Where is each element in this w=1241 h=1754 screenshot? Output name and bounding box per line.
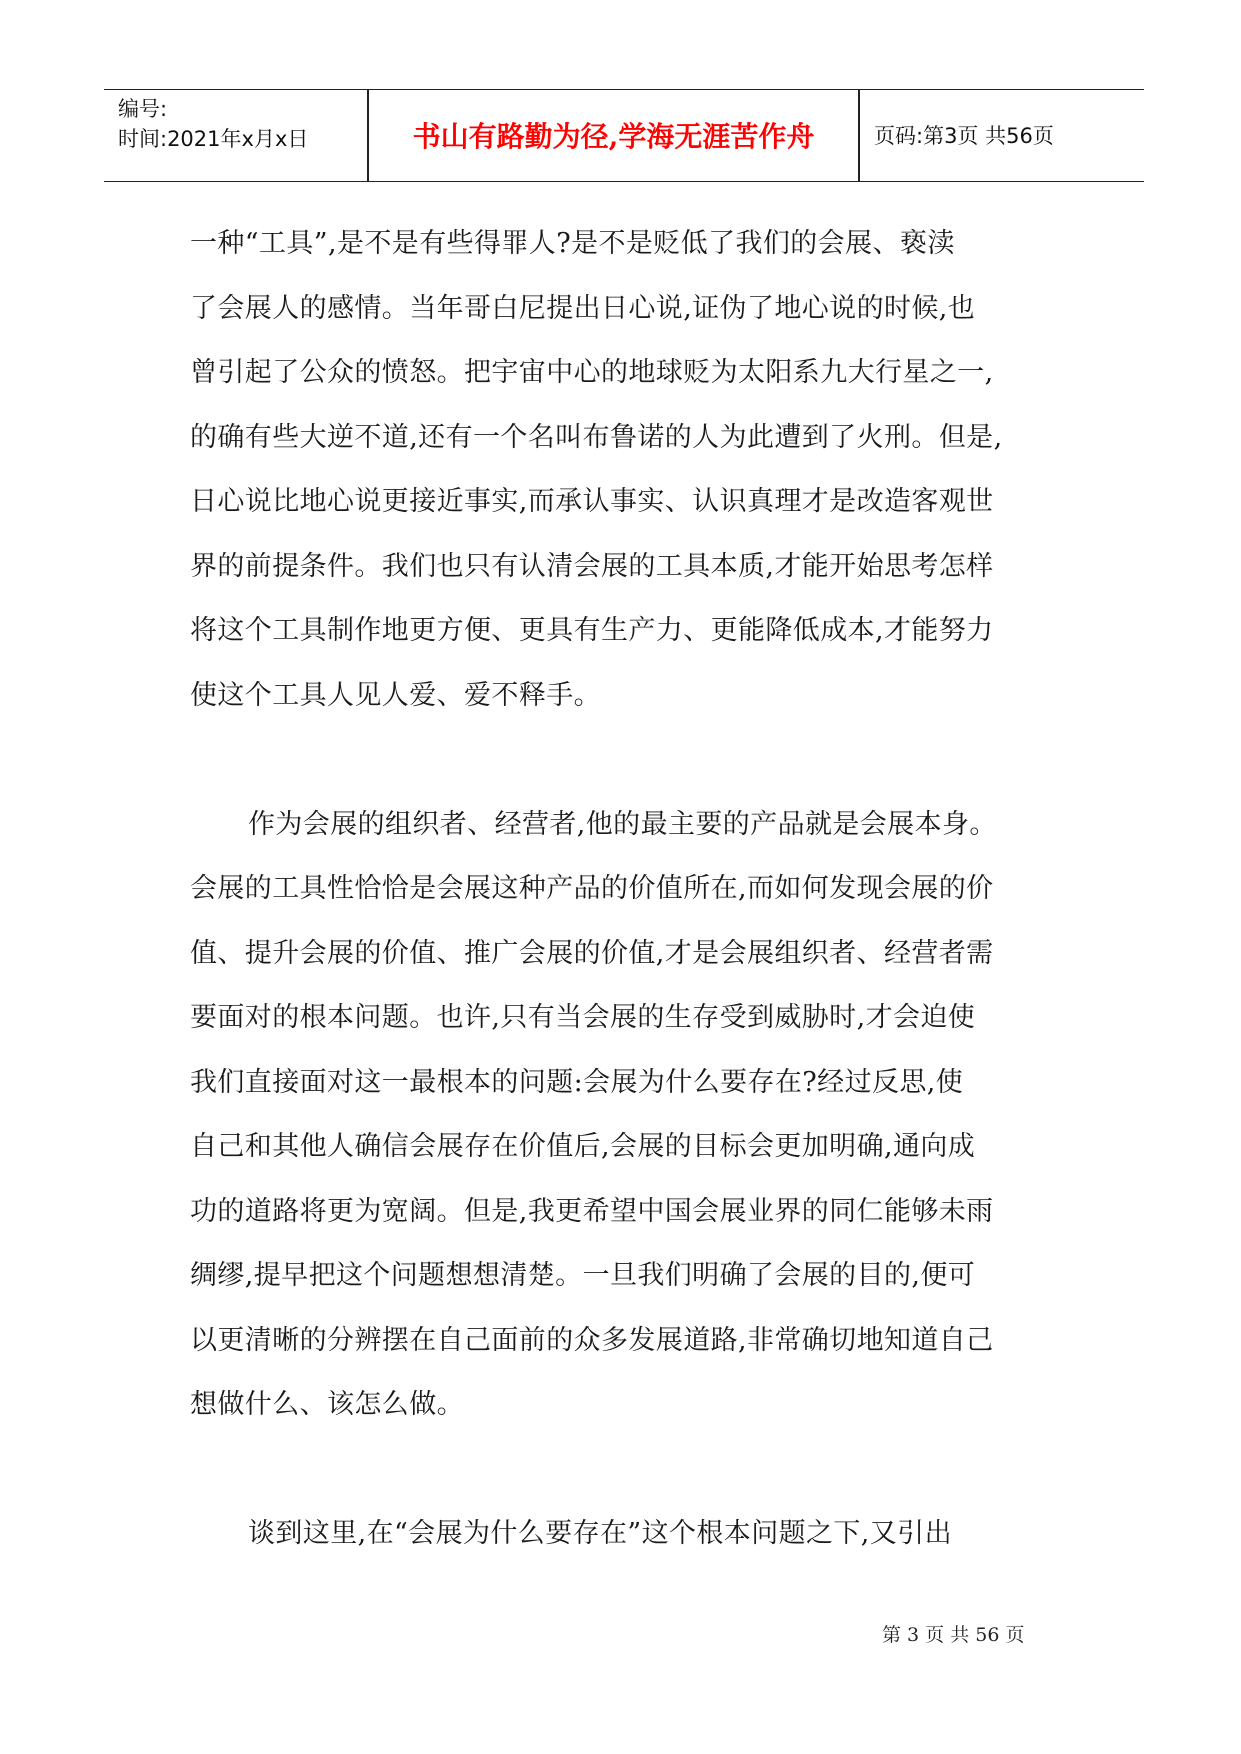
text-line: 自己和其他人确信会展存在价值后,会展的目标会更加明确,通向成 <box>190 1131 976 1162</box>
text-line: 会展的工具性恰恰是会展这种产品的价值所在,而如何发现会展的价 <box>190 873 994 904</box>
text-line: 界的前提条件。我们也只有认清会展的工具本质,才能开始思考怎样 <box>190 550 994 582</box>
text-line: 日心说比地心说更接近事实,而承认事实、认识真理才是改造客观世 <box>190 486 994 517</box>
text-line: 我们直接面对这一最根本的问题:会展为什么要存在?经过反思,使 <box>190 1066 964 1098</box>
text-line: 使这个工具人见人爱、爱不释手。 <box>190 679 601 711</box>
document-body <box>190 212 1060 1567</box>
text-line: 一种“工具”,是不是有些得罪人?是不是贬低了我们的会展、亵渎 <box>190 228 955 259</box>
paragraph-gap <box>190 1438 1060 1503</box>
header-divider-right <box>858 90 860 181</box>
text-line: 曾引起了公众的愤怒。把宇宙中心的地球贬为太阳系九大行星之一, <box>190 357 994 388</box>
header-motto: 书山有路勤为径,学海无涯苦作舟 <box>412 120 815 153</box>
text-line: 想做什么、该怎么做。 <box>190 1389 464 1420</box>
text-line: 功的道路将更为宽阔。但是,我更希望中国会展业界的同仁能够未雨 <box>190 1195 994 1227</box>
text-line: 的确有些大逆不道,还有一个名叫布鲁诺的人为此遭到了火刑。但是, <box>190 421 1003 453</box>
text-line: 以更清晰的分辨摆在自己面前的众多发展道路,非常确切地知道自己 <box>190 1324 994 1356</box>
text-line: 了会展人的感情。当年哥白尼提出日心说,证伪了地心说的时候,也 <box>190 292 976 324</box>
document-header <box>104 89 1144 182</box>
date-label: 时间:2021年x月x日 <box>118 127 309 151</box>
header-meta <box>118 94 308 154</box>
text-line: 绸缪,提早把这个问题想想清楚。一旦我们明确了会展的目的,便可 <box>190 1260 976 1291</box>
text-line: 作为会展的组织者、经营者,他的最主要的产品就是会展本身。 <box>248 808 997 840</box>
serial-number-label: 编号: <box>118 97 168 121</box>
paragraph-gap <box>190 728 1060 793</box>
text-line: 谈到这里,在“会展为什么要存在”这个根本问题之下,又引出 <box>248 1518 952 1549</box>
text-line: 将这个工具制作地更方便、更具有生产力、更能降低成本,才能努力 <box>190 615 994 646</box>
text-line: 值、提升会展的价值、推广会展的价值,才是会展组织者、经营者需 <box>190 937 994 969</box>
text-line: 要面对的根本问题。也许,只有当会展的生存受到威胁时,才会迫使 <box>190 1002 976 1033</box>
header-page-info: 页码:第3页 共56页 <box>874 124 1054 148</box>
page-footer: 第 3 页 共 56 页 <box>882 1624 1025 1646</box>
